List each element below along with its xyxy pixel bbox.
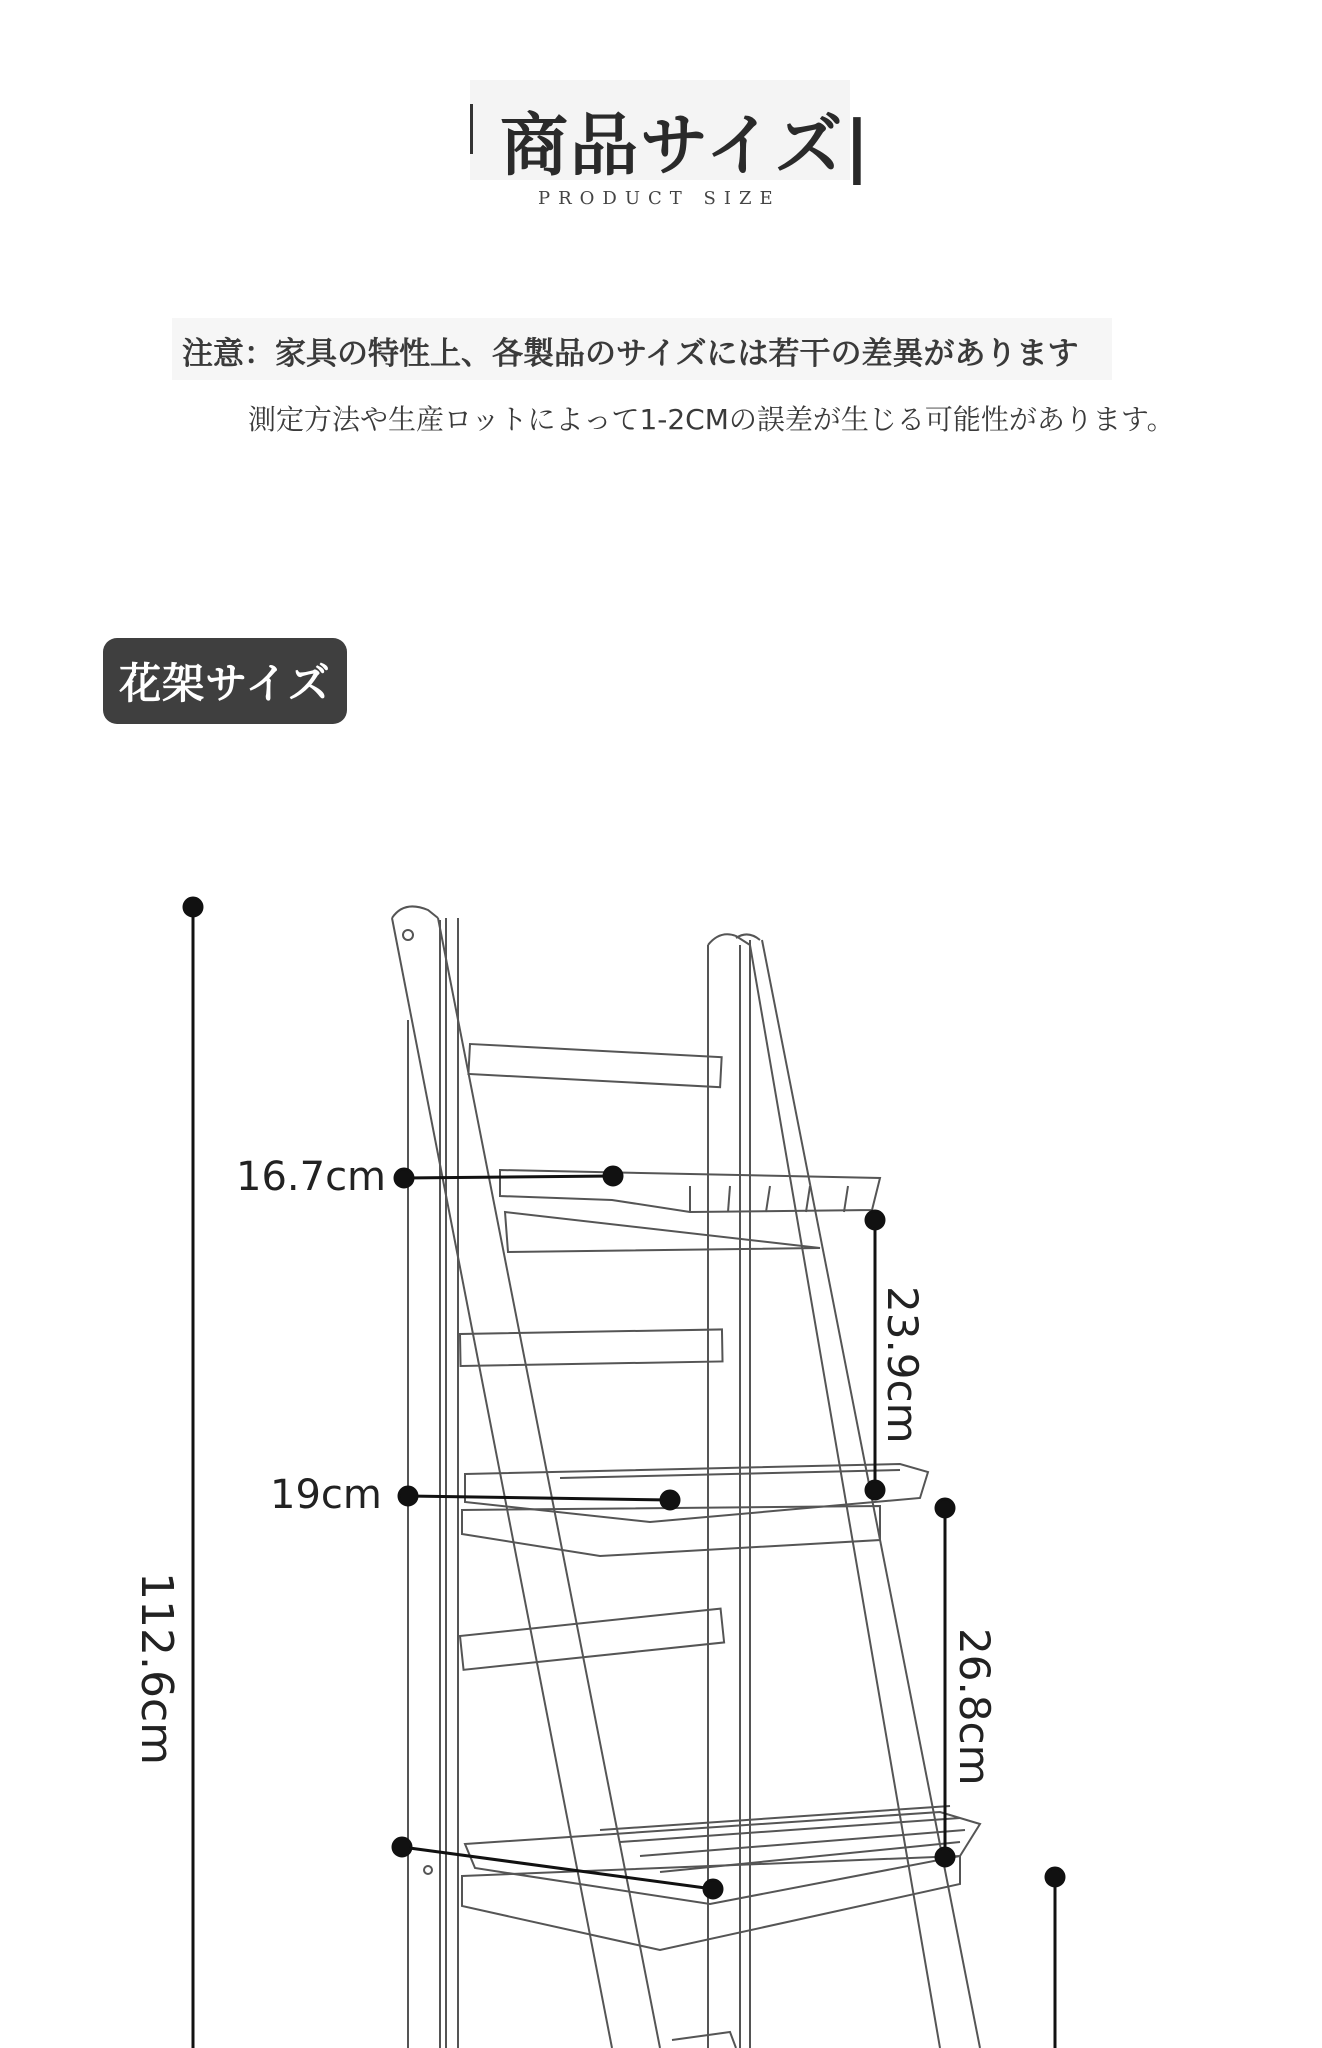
page-title: 商品サイズ|: [500, 107, 872, 186]
gap-middle-label: 26.8cm: [950, 1628, 999, 1786]
section-badge: 花架サイズ: [103, 638, 347, 724]
gap-upper-label: 23.9cm: [878, 1286, 927, 1444]
ladder-shelf-drawing: [392, 906, 980, 2048]
notice-line-1: 注意：家具の特性上、各製品のサイズには若干の差異があります: [182, 336, 1079, 372]
shelf2-depth-label: 19cm: [270, 1472, 382, 1518]
total-height-top-dot: [184, 898, 202, 916]
total-height-label: 112.6cm: [131, 1572, 182, 1766]
notice-line-2: 測定方法や生産ロットによって1-2CMの誤差が生じる可能性があります。: [248, 403, 1175, 436]
shelf1-depth-label: 16.7cm: [236, 1154, 387, 1200]
page-subtitle: PRODUCT SIZE: [538, 188, 781, 209]
